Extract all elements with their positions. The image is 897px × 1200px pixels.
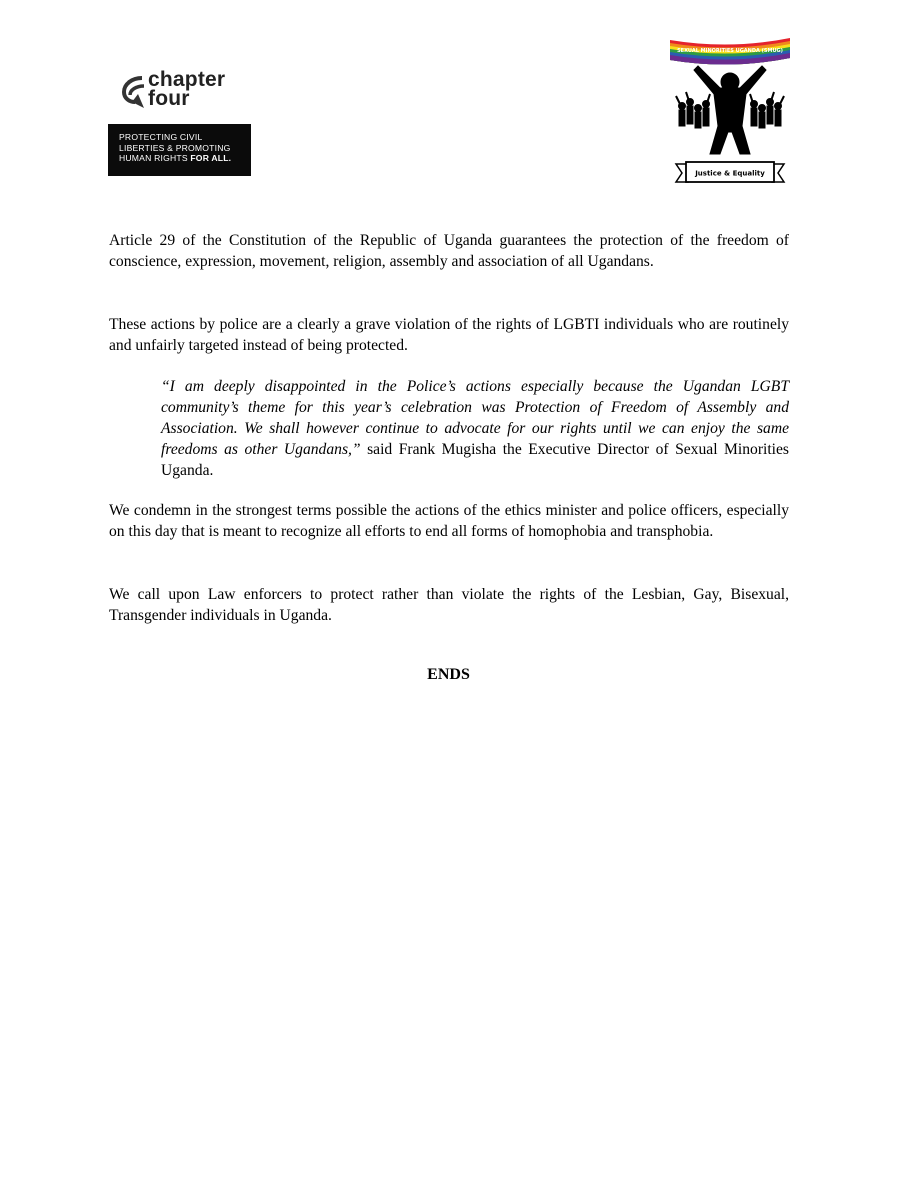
tagline-line-1: PROTECTING CIVIL (119, 132, 203, 142)
paragraph-police-actions: These actions by police are a clearly a grave violation of the rights of LGBTI individuals who are routinely and unfairly targeted instead of being protected. (109, 316, 789, 354)
people-silhouette-icon (676, 66, 784, 154)
chapter-four-tagline-box (108, 124, 251, 176)
quote-attribution: said Frank Mugisha the Executive Director of Sexual Minorities Uganda. (161, 441, 790, 479)
tagline-line-3-regular: HUMAN RIGHTS (119, 153, 191, 163)
tagline-line-2: LIBERTIES & PROMOTING (119, 142, 231, 153)
paragraph-call-upon: We call upon Law enforcers to protect rather than violate the rights of the Lesbian, Gay, Bisexual, Transgender individuals in Uganda. (109, 586, 789, 624)
smug-logo (668, 36, 792, 188)
tagline-line-3-bold: FOR ALL. (190, 153, 232, 163)
quote-text: “I am deeply disappointed in the Police’s actions especially because the Ugandan LGBT community’s theme for this year’s celebration was Protection of Freedom of Assembly and Association. We shall however continue to advocate for our rights until we can enjoy the same freedoms as other Ugandans,” (161, 378, 789, 458)
brand-line-2: four (148, 87, 190, 110)
paragraph-condemn: We condemn in the strongest terms possible the actions of the ethics minister and police officers, especially on this day that is meant to recognize all efforts to end all forms of homophobia and transphobia. (109, 502, 789, 540)
paragraph-article-29: Article 29 of the Constitution of the Republic of Uganda guarantees the protection of the freedom of conscience, expression, movement, religion, assembly and association of all Ugandans. (109, 232, 789, 270)
quote-block (161, 376, 789, 481)
brand-line-1: chapter (148, 68, 226, 91)
tagline-line-3 (119, 153, 251, 164)
chapter-four-mark-icon (120, 74, 148, 114)
rainbow-banner (670, 38, 790, 65)
banner-text: SEXUAL MINORITIES UGANDA (SMUG) (677, 48, 783, 54)
justice-ribbon (676, 162, 784, 182)
chapter-four-wordmark (148, 70, 225, 108)
ends-marker: ENDS (427, 666, 470, 683)
ribbon-text: Justice & Equality (695, 169, 765, 178)
